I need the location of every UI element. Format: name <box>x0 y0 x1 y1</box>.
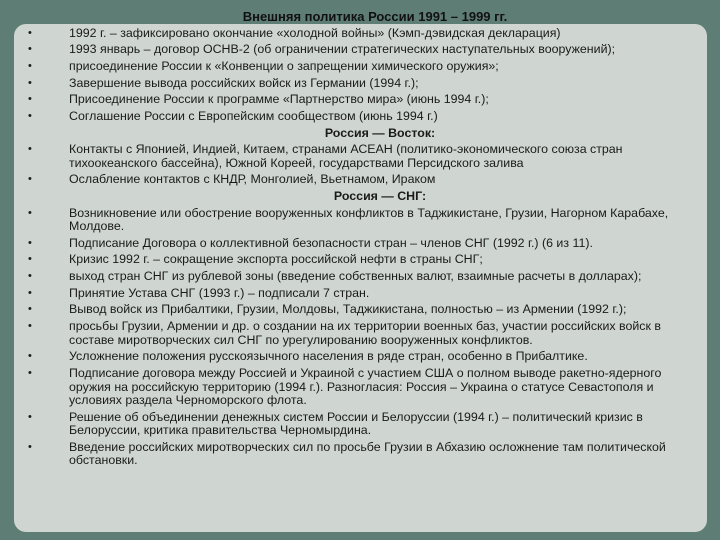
bullet-icon: • <box>28 206 32 219</box>
list-item: • Введение российских миротворческих сил по просьбе Грузии в Абхазию осложнение там политической обстановки. <box>28 439 666 468</box>
list-item: • Кризис 1992 г. – сокращение экспорта российской нефти в страны СНГ; <box>28 252 483 267</box>
list-item: • Подписание Договора о коллективной безопасности стран – членов СНГ (1992 г.) (6 из 11). <box>28 235 593 250</box>
list-item: • Вывод войск из Прибалтики, Грузии, Молдовы, Таджикистана, полностью – из Армении (1992 г.); <box>28 302 627 317</box>
west-policy-list <box>0 27 720 124</box>
slide-content <box>0 10 720 471</box>
bullet-icon: • <box>28 253 32 266</box>
bullet-icon: • <box>28 143 32 156</box>
section-heading-east: Россия — Восток: <box>324 125 436 140</box>
bullet-icon: • <box>28 270 32 283</box>
cis-policy-list <box>0 207 720 468</box>
list-item: • Ослабление контактов с КНДР, Монголией, Вьетнамом, Ираком <box>28 172 436 187</box>
bullet-icon: • <box>28 109 32 122</box>
list-item: • Контакты с Японией, Индией, Китаем, странами АСЕАН (политико-экономического союза стран тихоокеанского бассейна), Южной Кореей, государствами Персидского залива <box>28 142 623 170</box>
list-item: • присоединение России к «Конвенции о запрещении химического оружия»; <box>28 58 499 73</box>
bullet-icon: • <box>28 173 32 186</box>
list-item: • просьбы Грузии, Армении и др. о создании на их территории военных баз, участии российских войск в составе миротворческих сил СНГ по урегулированию вооруженных конфликтов. <box>28 319 661 347</box>
bullet-icon: • <box>28 76 32 89</box>
list-item: • Принятие Устава СНГ (1993 г.) – подписали 7 стран. <box>28 285 370 300</box>
section-heading-cis: Россия — СНГ: <box>333 189 427 203</box>
bullet-icon: • <box>28 26 32 39</box>
east-policy-list <box>0 143 720 187</box>
bullet-icon: • <box>28 320 32 333</box>
list-item: • выход стран СНГ из рублевой зоны (введение собственных валют, взаимные расчеты в долларах); <box>28 269 642 284</box>
bullet-icon: • <box>28 43 32 56</box>
bullet-icon: • <box>28 350 32 363</box>
list-item: • Завершение вывода российских войск из Германии (1994 г.); <box>28 75 419 90</box>
list-item: • 1993 январь – договор ОСНВ-2 (об ограничении стратегических наступательных вооружений); <box>28 42 616 57</box>
list-item: • Подписание договора между Россией и Украиной с участием США о полном выводе ракетно-ядерного оружия на российскую территорию (1994 г.). Разногласия: Россия – Украина о статусе Севастополя и условиях раздела Черноморского флота. <box>28 366 662 407</box>
list-item: • Соглашение России с Европейским сообществом (июнь 1994 г.) <box>28 108 438 123</box>
bullet-icon: • <box>28 236 32 249</box>
bullet-icon: • <box>28 440 32 453</box>
list-item: • Возникновение или обострение вооруженных конфликтов в Таджикистане, Грузии, Нагорном Карабахе, Молдове. <box>28 205 669 233</box>
bullet-icon: • <box>28 59 32 72</box>
bullet-icon: • <box>28 93 32 106</box>
bullet-icon: • <box>28 286 32 299</box>
list-item: • 1992 г. – зафиксировано окончание «холодной войны» (Кэмп-дэвидская декларация) <box>28 25 561 40</box>
list-item: • Решение об объединении денежных систем России и Белоруссии (1994 г.) – политический кризис в Белоруссии, критика правительства Черномырдина. <box>28 409 643 438</box>
list-item: • Усложнение положения русскоязычного населения в ряде стран, особенно в Прибалтике. <box>28 349 588 364</box>
bullet-icon: • <box>28 410 32 423</box>
list-item: • Присоединение России к программе «Партнерство мира» (июнь 1994 г.); <box>28 92 489 107</box>
bullet-icon: • <box>28 367 32 379</box>
slide-title: Внешняя политика России 1991 – 1999 гг. <box>242 9 508 24</box>
bullet-icon: • <box>28 303 32 316</box>
